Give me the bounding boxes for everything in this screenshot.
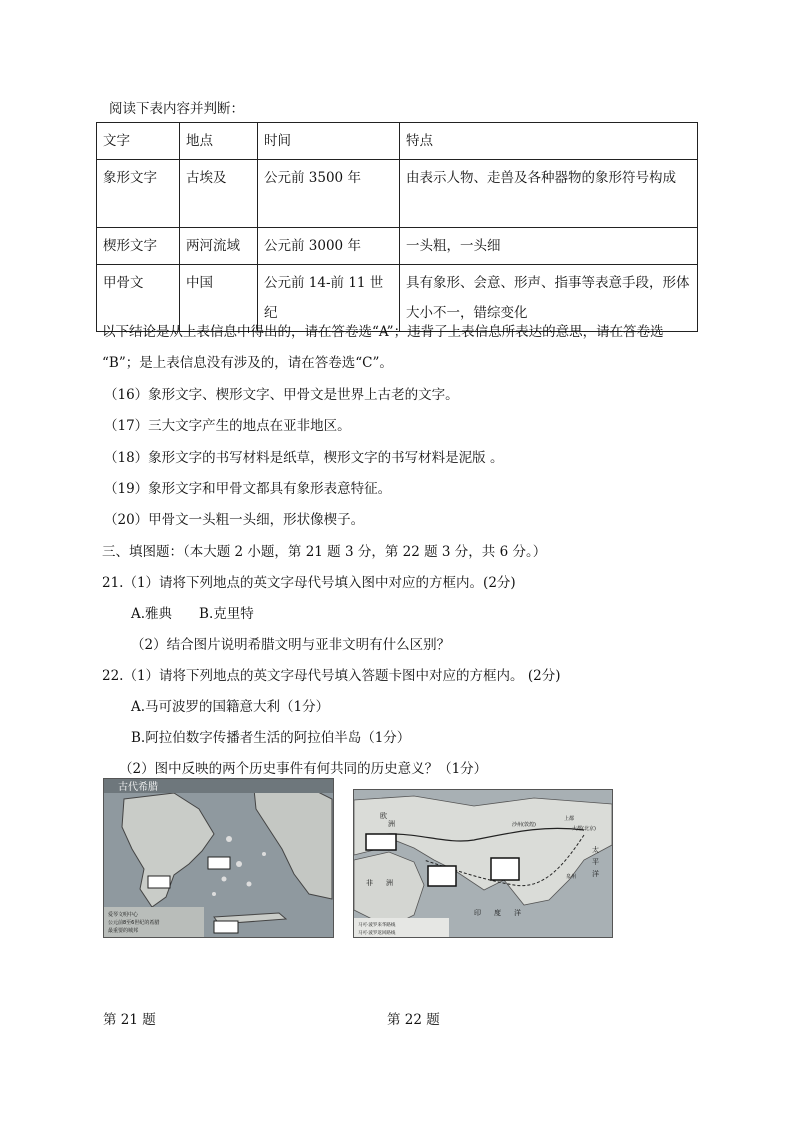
table-intro: 阅读下表内容并判断：	[109, 101, 244, 117]
table-cell: 公元前 14-前 11 世纪	[258, 265, 400, 332]
map-label: 大都(北京)	[572, 826, 596, 832]
header-cell: 特点	[400, 123, 698, 160]
table-cell: 一头粗，一头细	[400, 228, 698, 265]
table-cell: 由表示人物、走兽及各种器物的象形符号构成	[400, 160, 698, 228]
answer-box[interactable]	[366, 834, 396, 850]
caption-q22: 第 22 题	[387, 1012, 440, 1028]
statement-18: （18）象形文字的书写材料是纸草，楔形文字的书写材料是泥版 。	[104, 450, 504, 466]
map-label: 太	[592, 846, 599, 854]
header-cell: 地点	[180, 123, 258, 160]
table-cell: 古埃及	[180, 160, 258, 228]
legend-item: 最重要的城邦	[108, 928, 139, 934]
table-cell: 象形文字	[97, 160, 180, 228]
marco-polo-route-map	[353, 789, 613, 938]
answer-box[interactable]	[491, 858, 519, 880]
instruction-line-2: “B”；是上表信息没有涉及的，请在答卷选“C”。	[102, 355, 393, 371]
q22-part2: （2）图中反映的两个历史事件有何共同的历史意义？（1分）	[119, 761, 488, 777]
table-cell: 公元前 3000 年	[258, 228, 400, 265]
q22-option-a: A.马可波罗的国籍意大利（1分）	[131, 699, 330, 715]
table-header-row	[97, 123, 698, 160]
table-row	[97, 160, 698, 228]
legend-item: 马可·波罗来华路线	[358, 923, 396, 928]
map-label: 上都	[564, 816, 575, 822]
statement-19: （19）象形文字和甲骨文都具有象形表意特征。	[104, 481, 392, 497]
answer-box[interactable]	[208, 857, 230, 869]
map-label: 平	[592, 858, 599, 866]
table-cell: 甲骨文	[97, 265, 180, 332]
section-3-heading: 三、填图题：（本大题 2 小题，第 21 题 3 分，第 22 题 3 分，共 6 分。）	[102, 544, 547, 560]
map-label: 洲	[388, 820, 395, 828]
writing-systems-table	[96, 122, 698, 332]
answer-box[interactable]	[428, 866, 456, 886]
header-cell: 文字	[97, 123, 180, 160]
table-cell: 中国	[180, 265, 258, 332]
map-label: 洋	[592, 870, 599, 878]
table-cell: 公元前 3500 年	[258, 160, 400, 228]
caption-q21: 第 21 题	[103, 1012, 156, 1028]
answer-box[interactable]	[148, 876, 170, 888]
statement-20: （20）甲骨文一头粗一头细，形状像楔子。	[104, 512, 365, 528]
map-label: 沙州(敦煌)	[512, 822, 536, 828]
table-row	[97, 228, 698, 265]
map-label: 洲	[386, 879, 393, 887]
statement-16: （16）象形文字、楔形文字、甲骨文是世界上古老的文字。	[104, 387, 459, 403]
instruction-line-1: 以下结论是从上表信息中得出的，请在答卷选“A”；违背了上表信息所表达的意思，请在答卷选	[102, 324, 664, 340]
map-label: 度	[494, 909, 501, 917]
map-label: 印	[474, 909, 481, 917]
q22-option-b: B.阿拉伯数字传播者生活的阿拉伯半岛（1分）	[131, 730, 411, 746]
q22-part1: 22.（1）请将下列地点的英文字母代号填入答题卡图中对应的方框内。 (2分)	[102, 668, 561, 684]
map-label: 泉州	[566, 874, 577, 880]
map-title: 古代希腊	[118, 782, 158, 793]
table-cell: 两河流域	[180, 228, 258, 265]
legend-item: 马可·波罗返回路线	[358, 931, 396, 936]
statement-17: （17）三大文字产生的地点在亚非地区。	[104, 418, 351, 434]
answer-box[interactable]	[214, 921, 238, 933]
table-cell: 具有象形、会意、形声、指事等表意手段，形体大小不一，错综变化	[400, 265, 698, 332]
map-label: 欧	[380, 812, 387, 820]
q21-part1: 21.（1）请将下列地点的英文字母代号填入图中对应的方框内。(2分)	[102, 575, 516, 591]
header-cell: 时间	[258, 123, 400, 160]
map-label: 非	[366, 879, 373, 887]
table-cell: 楔形文字	[97, 228, 180, 265]
legend-item: 爱琴文明中心	[108, 912, 139, 918]
q21-part2: （2）结合图片说明希腊文明与亚非文明有什么区别？	[131, 637, 451, 653]
q21-options: A.雅典 B.克里特	[131, 606, 254, 622]
ancient-greece-map	[103, 778, 334, 938]
legend-item: 公元前8至6世纪的希腊	[108, 920, 160, 926]
map-label: 洋	[514, 909, 521, 917]
